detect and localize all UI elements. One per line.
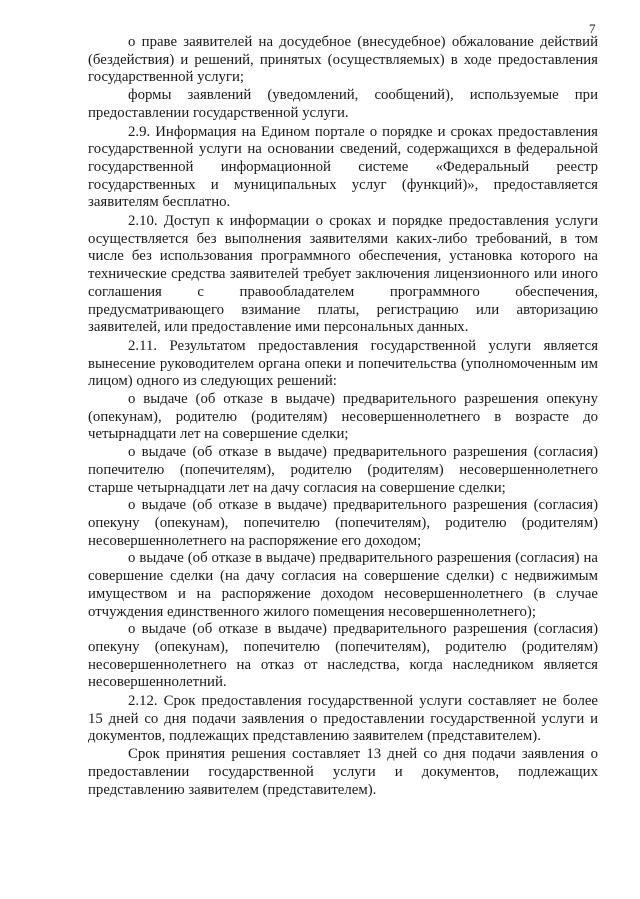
- list-item-decision-real-estate: о выдаче (об отказе в выдаче) предварительного разрешения (согласия) на совершение сделки (на дачу согласия на совершение сделки) с недвижимым имуществом и на распоряжение доходом несовершеннолетнего (в случае отчуждения единственного жилого помещения несовершеннолетнего);: [88, 550, 598, 620]
- paragraph-appeal-rights: о праве заявителей на досудебное (внесудебное) обжалование действий (бездействия) и решений, принятых (осуществляемых) в ходе предоставления государственной услуги;: [88, 34, 598, 86]
- list-item-decision-guardian: о выдаче (об отказе в выдаче) предварительного разрешения опекуну (опекунам), родителю (родителям) несовершеннолетнего в возрасте до четырнадцати лет на совершение сделки;: [88, 391, 598, 443]
- paragraph-decision-term: Срок принятия решения составляет 13 дней со дня подачи заявления о предоставлении государственной услуги и документов, подлежащих представлению заявителем (представителем).: [88, 746, 598, 798]
- paragraph-2-11: 2.11. Результатом предоставления государственной услуги является вынесение руководителем органа опеки и попечительства (уполномоченным им лицом) одного из следующих решений:: [88, 337, 598, 390]
- list-item-decision-trustee: о выдаче (об отказе в выдаче) предварительного разрешения (согласия) попечителю (попечителям), родителю (родителям) несовершеннолетнего старше четырнадцати лет на дачу согласия на совершение сделки;: [88, 444, 598, 496]
- list-item-decision-inheritance: о выдаче (об отказе в выдаче) предварительного разрешения (согласия) опекуну (опекунам), попечителю (попечителям), родителю (родителям) несовершеннолетнего на отказ от наследства, когда наследником является несовершеннолетний.: [88, 621, 598, 691]
- list-item-decision-income: о выдаче (об отказе в выдаче) предварительного разрешения (согласия) опекуну (опекунам), попечителю (попечителям), родителю (родителям) несовершеннолетнего на распоряжение его доходом;: [88, 497, 598, 549]
- paragraph-application-forms: формы заявлений (уведомлений, сообщений), используемые при предоставлении государственной услуги.: [88, 87, 598, 121]
- paragraph-2-12: 2.12. Срок предоставления государственной услуги составляет не более 15 дней со дня подачи заявления о предоставлении государственной услуги и документов, подлежащих представлению заявителем (представителем).: [88, 693, 598, 745]
- paragraph-2-9: 2.9. Информация на Едином портале о порядке и сроках предоставления государственной услуги на основании сведений, содержащихся в федеральной государственной информационной системе «Федеральный реестр государственных и муниципальных услуг (функций)», предоставляется заявителям бесплатно.: [88, 123, 598, 211]
- paragraph-2-10: 2.10. Доступ к информации о сроках и порядке предоставления услуги осуществляется без выполнения заявителями каких-либо требований, в том числе без использования программного обеспечения, установка которого на технические средства заявителей требует заключения лицензионного или иного соглашения с правообладателем программного обеспечения, предусматривающего взимание платы, регистрацию или авторизацию заявителей, или предоставление ими персональных данных.: [88, 213, 598, 336]
- document-body: [88, 34, 598, 799]
- page-number: 7: [589, 21, 596, 36]
